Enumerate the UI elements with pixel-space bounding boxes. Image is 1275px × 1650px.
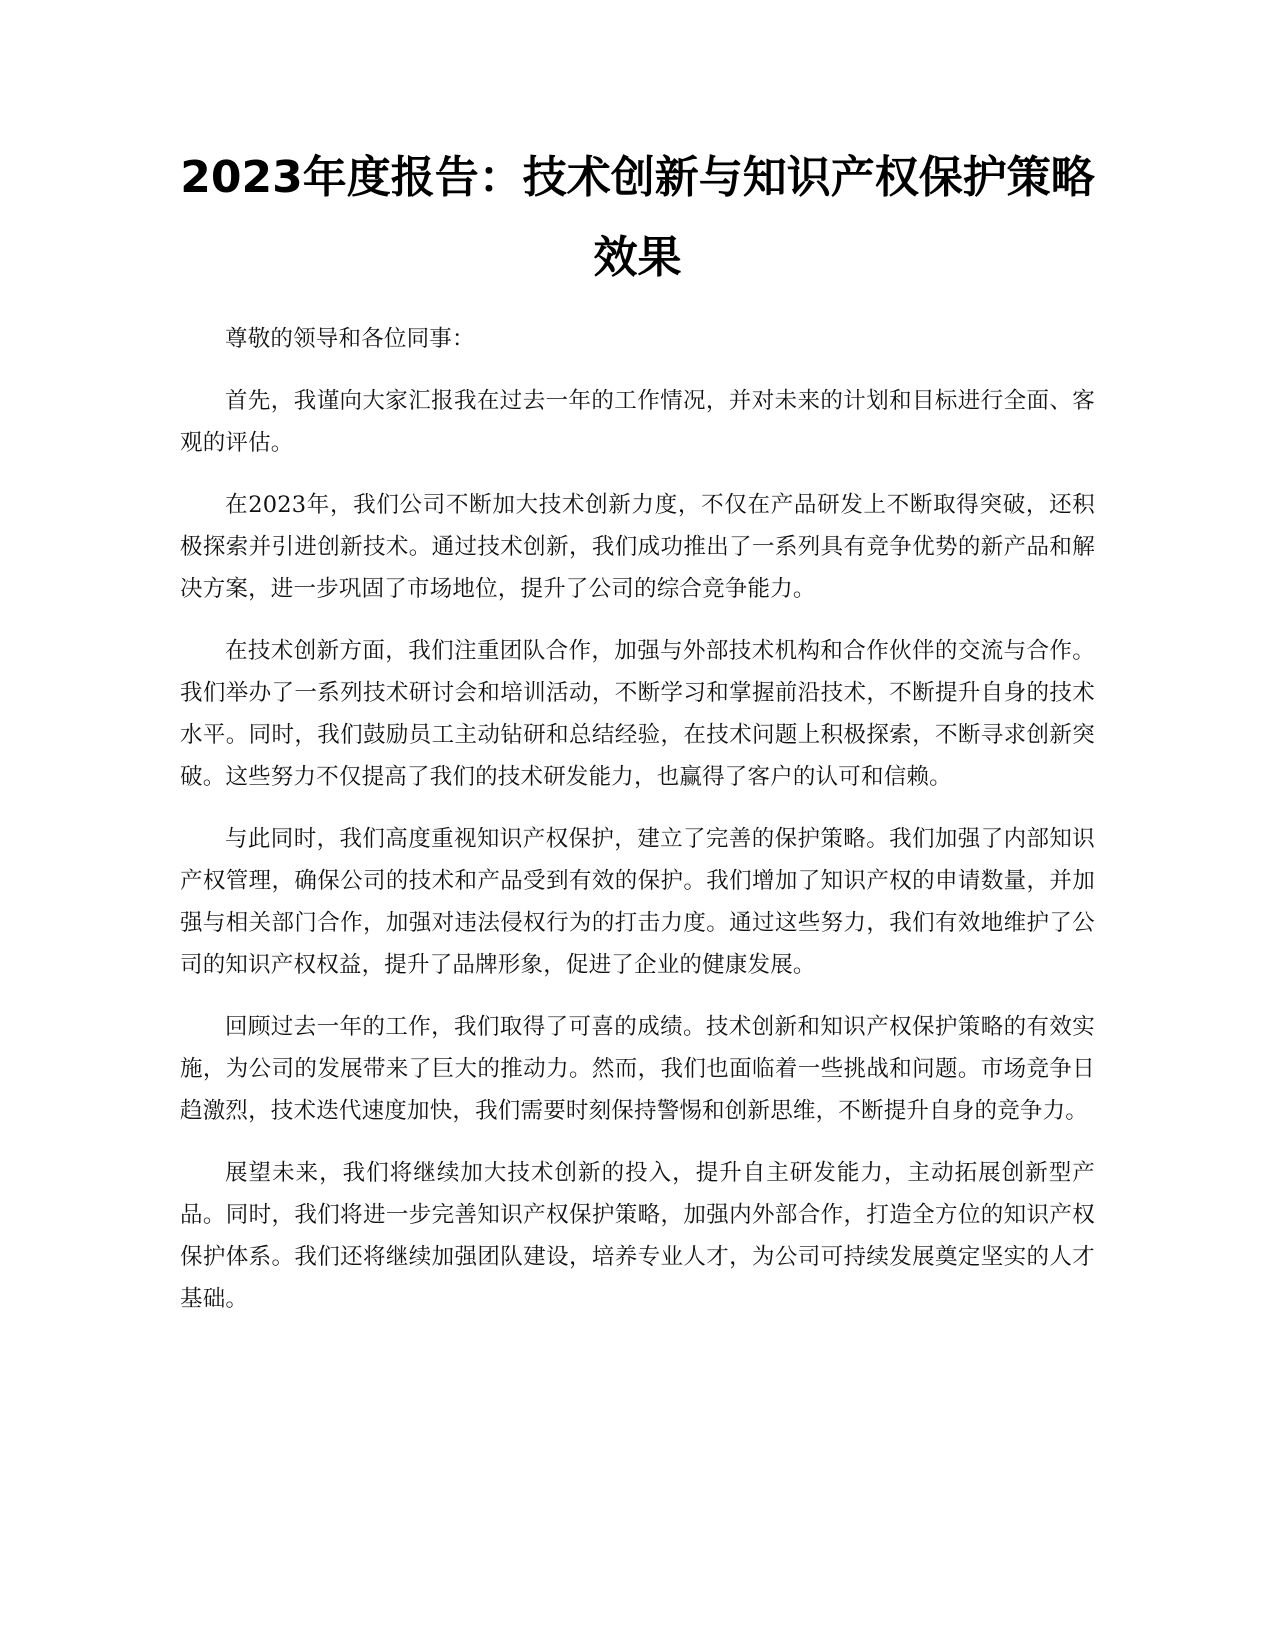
document-title: 2023年度报告：技术创新与知识产权保护策略效果 — [180, 152, 1095, 283]
paragraph-outlook: 展望未来，我们将继续加大技术创新的投入，提升自主研发能力，主动拓展创新型产品。同时，我们将进一步完善知识产权保护策略，加强内外部合作，打造全方位的知识产权保护体系。我们还将继续加强团队建设，培养专业人才，为公司可持续发展奠定坚实的人才基础。 — [180, 1160, 1095, 1312]
paragraph-innovation-2023: 在2023年，我们公司不断加大技术创新力度，不仅在产品研发上不断取得突破，还积极探索并引进创新技术。通过技术创新，我们成功推出了一系列具有竞争优势的新产品和解决方案，进一步巩固了市场地位，提升了公司的综合竞争能力。 — [180, 492, 1095, 602]
paragraph-ip-protection: 与此同时，我们高度重视知识产权保护，建立了完善的保护策略。我们加强了内部知识产权管理，确保公司的技术和产品受到有效的保护。我们增加了知识产权的申请数量，并加强与相关部门合作，加强对违法侵权行为的打击力度。通过这些努力，我们有效地维护了公司的知识产权权益，提升了品牌形象，促进了企业的健康发展。 — [180, 826, 1095, 978]
paragraph-salutation: 尊敬的领导和各位同事： — [225, 326, 475, 352]
paragraph-review: 回顾过去一年的工作，我们取得了可喜的成绩。技术创新和知识产权保护策略的有效实施，为公司的发展带来了巨大的推动力。然而，我们也面临着一些挑战和问题。市场竞争日趋激烈，技术迭代速度加快，我们需要时刻保持警惕和创新思维，不断提升自身的竞争力。 — [180, 1014, 1095, 1124]
document-body — [180, 318, 1095, 1340]
paragraph-teamwork: 在技术创新方面，我们注重团队合作，加强与外部技术机构和合作伙伴的交流与合作。我们举办了一系列技术研讨会和培训活动，不断学习和掌握前沿技术，不断提升自身的技术水平。同时，我们鼓励员工主动钻研和总结经验，在技术问题上积极探索，不断寻求创新突破。这些努力不仅提高了我们的技术研发能力，也赢得了客户的认可和信赖。 — [180, 638, 1095, 790]
paragraph-intro: 首先，我谨向大家汇报我在过去一年的工作情况，并对未来的计划和目标进行全面、客观的评估。 — [180, 388, 1095, 456]
